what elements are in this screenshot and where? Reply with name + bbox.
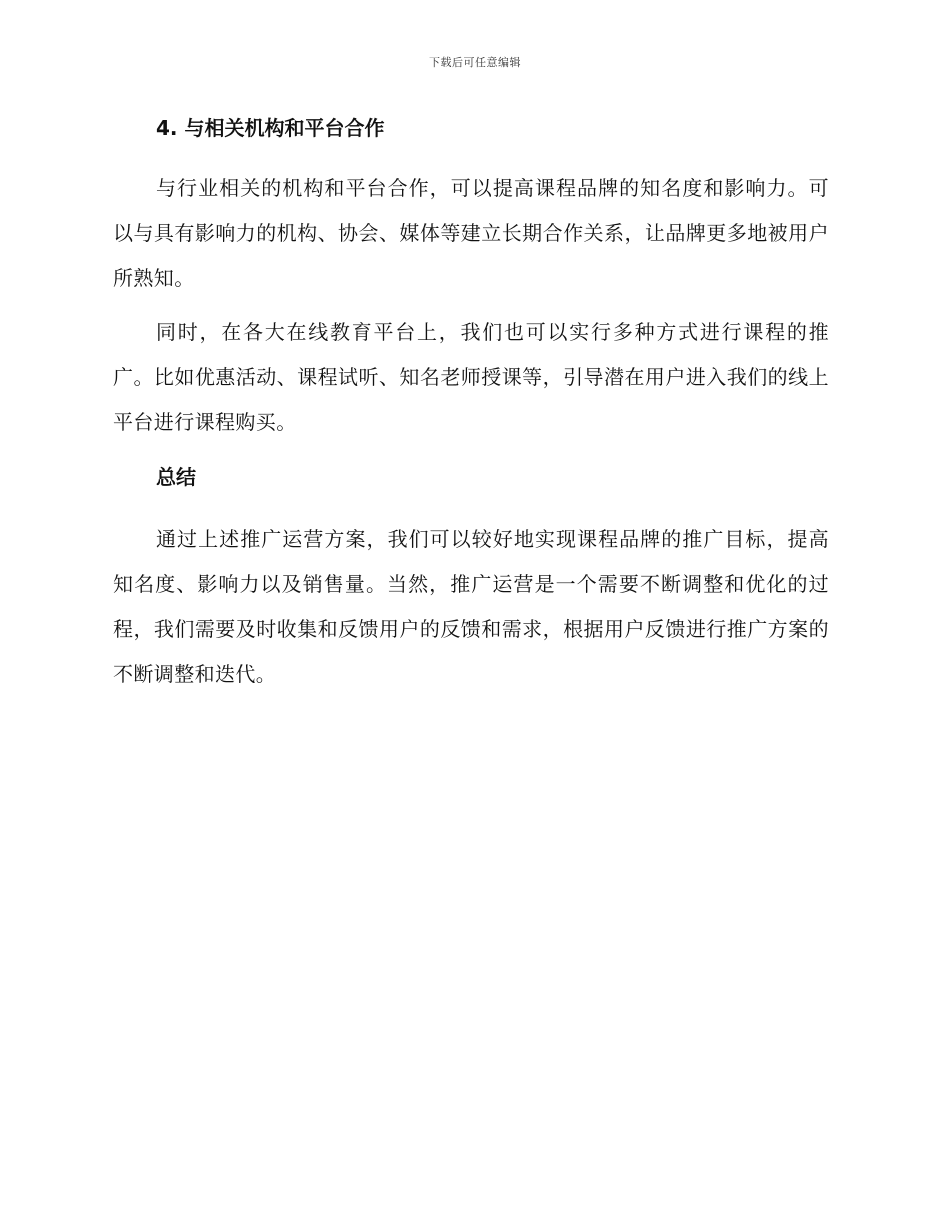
paragraph-online-platforms: 同时，在各大在线教育平台上，我们也可以实行多种方式进行课程的推广。比如优惠活动、课程试听、知名老师授课等，引导潜在用户进入我们的线上平台进行课程购买。 — [113, 320, 829, 434]
document-body — [113, 110, 829, 697]
section-heading-partnerships: 4. 与相关机构和平台合作 — [156, 116, 385, 140]
section-heading-summary: 总结 — [156, 465, 196, 489]
paragraph-partnerships: 与行业相关的机构和平台合作，可以提高课程品牌的知名度和影响力。可以与具有影响力的机构、协会、媒体等建立长期合作关系，让品牌更多地被用户所熟知。 — [113, 176, 829, 290]
page-header-note: 下载后可任意编辑 — [429, 56, 521, 69]
paragraph-summary: 通过上述推广运营方案，我们可以较好地实现课程品牌的推广目标，提高知名度、影响力以及销售量。当然，推广运营是一个需要不断调整和优化的过程，我们需要及时收集和反馈用户的反馈和需求，根据用户反馈进行推广方案的不断调整和迭代。 — [113, 527, 829, 686]
